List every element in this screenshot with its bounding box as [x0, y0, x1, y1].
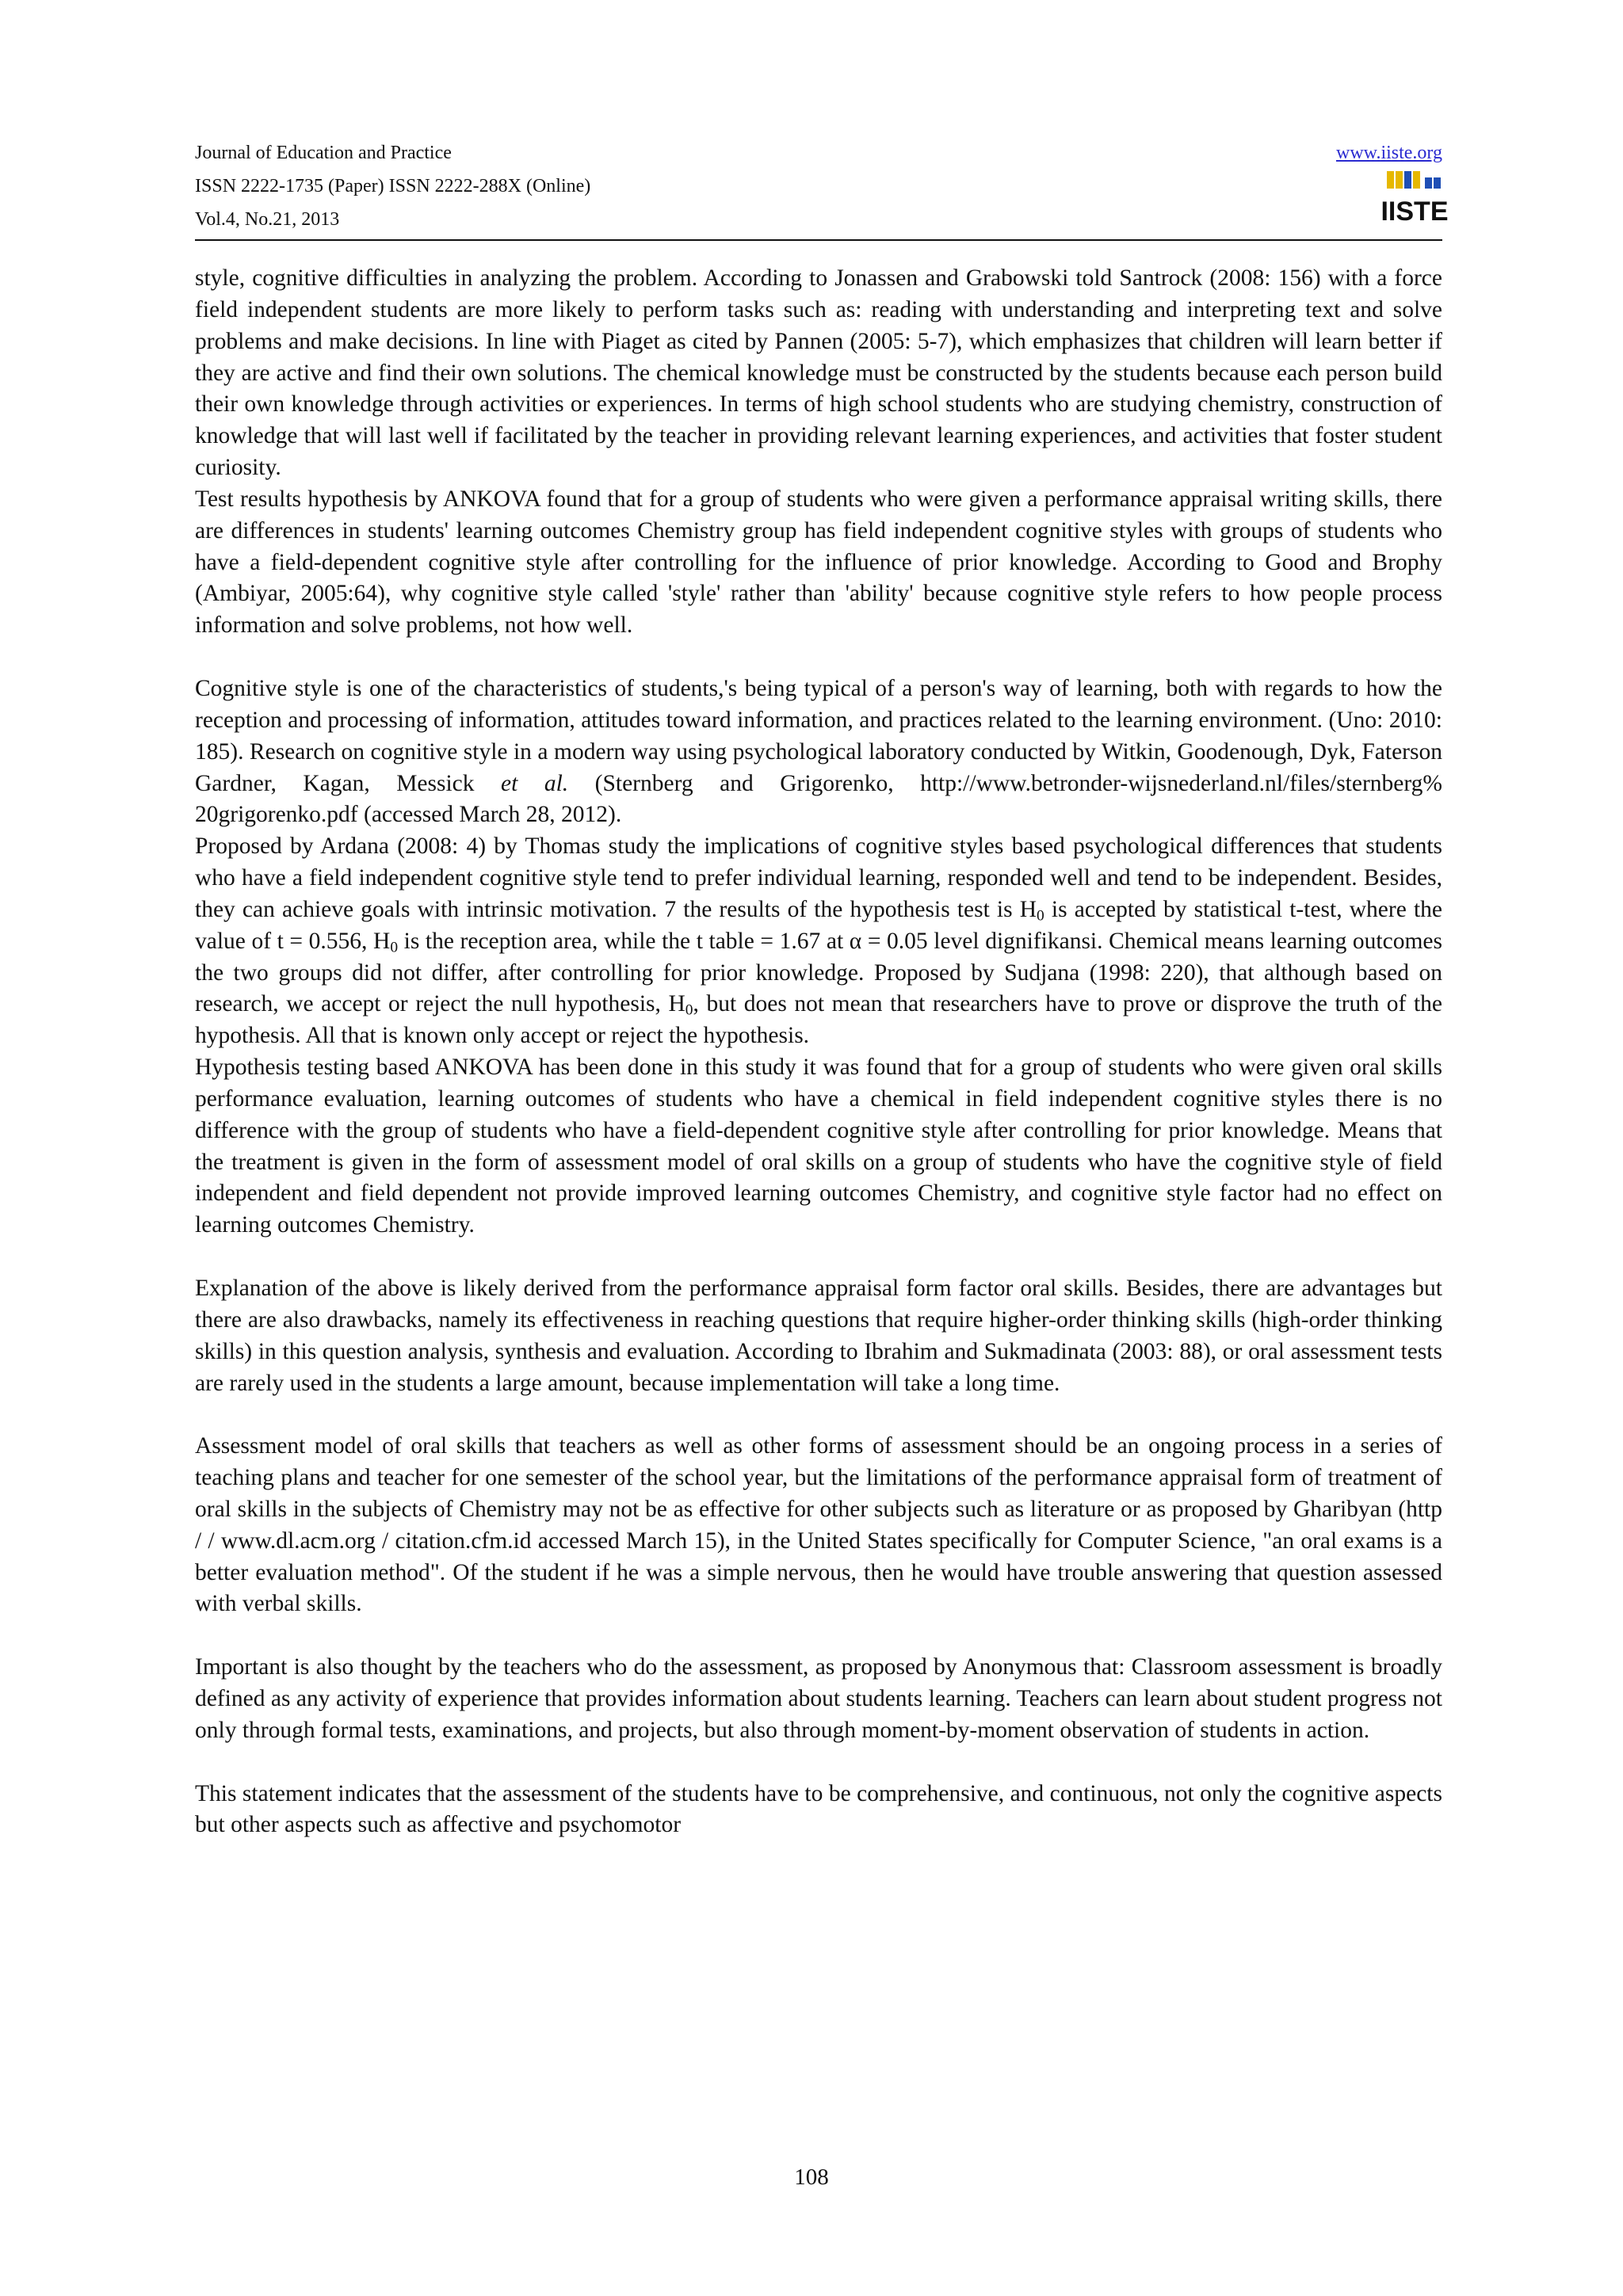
et-al-italic: et al. — [501, 770, 569, 796]
paragraph-7: Assessment model of oral skills that teachers as well as other forms of assessment should be an ongoing process in a series of teaching plans and teacher for one semester of the school year, but the limitations of the performance appraisal form of treatment of oral skills in the subjects of Chemistry may not be as effective for other subjects such as literature or as proposed by Gharibyan (http / / www.dl.acm.org / citation.cfm.id accessed March 15), in the United States specifically for Computer Science, "an oral exams is a better evaluation method". Of the student if he was a simple nervous, then he would have trouble answering that question assessed with verbal skills. — [195, 1433, 1442, 1617]
running-header — [195, 136, 1449, 236]
header-rule — [195, 239, 1442, 241]
svg-text:IISTE: IISTE — [1381, 196, 1449, 227]
issn-line: ISSN 2222-1735 (Paper) ISSN 2222-288X (Online) — [195, 176, 591, 196]
paragraph-5: Hypothesis testing based ANKOVA has been done in this study it was found that for a group of students who were given oral skills performance evaluation, learning outcomes of students who have a chemical in field independent cognitive styles there is no difference with the group of students who have a field-dependent cognitive style after controlling for prior knowledge. Means that the treatment is given in the form of assessment model of oral skills on a group of students who have the cognitive style of field independent and field dependent not provide improved learning outcomes Chemistry, and cognitive style factor had no effect on learning outcomes Chemistry. — [195, 1055, 1442, 1238]
paragraph-1: style, cognitive difficulties in analyzing the problem. According to Jonassen and Grabowski told Santrock (2008: 156) with a force field independent students are more likely to perform tasks such as: reading with understanding and interpreting text and solve problems and make decisions. In line with Piaget as cited by Pannen (2005: 5-7), which emphasizes that children will learn better if they are active and find their own solutions. The chemical knowledge must be constructed by the students because each person build their own knowledge through activities or experiences. In terms of high school students who are studying chemistry, construction of knowledge that will last well if facilitated by the teacher in providing relevant learning experiences, and activities that foster student curiosity. — [195, 265, 1442, 481]
page-number: 108 — [794, 2164, 829, 2190]
volume-line: Vol.4, No.21, 2013 — [195, 209, 340, 230]
paragraph-6: Explanation of the above is likely derived from the performance appraisal form factor oral skills. Besides, there are advantages but there are also drawbacks, namely its effectiveness in reaching questions that require higher-order thinking skills (high-order thinking skills) in this question analysis, synthesis and evaluation. According to Ibrahim and Sukmadinata (2003: 88), or oral assessment tests are rarely used in the students a large amount, because implementation will take a long time. — [195, 1276, 1442, 1396]
iiste-logo-icon — [1381, 171, 1449, 228]
paragraph-4: Proposed by Ardana (2008: 4) by Thomas study the implications of cognitive styles based psychological differences that students who have a field independent cognitive style tend to prefer individual learning, responded well and tend to be independent. Besides, they can achieve goals with intrinsic motivation. 7 the results of the hypothesis test is $H_0$ is accepted by statistical t-test, where the value of t = 0.556, $H_0$ is the reception area, while the t table = 1.67 at α = 0.05 level dignifikansi. Chemical means learning outcomes the two groups did not differ, after controlling for prior knowledge. Proposed by Sudjana (1998: 220), that although based on research, we accept or reject the null hypothesis, $H_0$, but does not mean that researchers have to prove or disprove the truth of the hypothesis. All that is known only accept or reject the hypothesis. — [195, 833, 1442, 1049]
journal-title: Journal of Education and Practice — [195, 143, 452, 163]
article-body — [195, 263, 1442, 1841]
paragraph-8: Important is also thought by the teachers who do the assessment, as proposed by Anonymous that: Classroom assessment is broadly defined as any activity of experience that provides information about students learning. Teachers can learn about student progress not only through formal tests, examinations, and projects, but also through moment-by-moment observation of students in action. — [195, 1654, 1442, 1743]
paragraph-3: Cognitive style is one of the characteristics of students,'s being typical of a person's way of learning, both with regards to how the reception and processing of information, attitudes toward information, and practices related to the learning environment. (Uno: 2010: 185). Research on cognitive style in a modern way using psychological laboratory conducted by Witkin, Goodenough, Dyk, Faterson Gardner, Kagan, Messick et al. (Sternberg and Grigorenko, http://www.betronder-wijsnederland.nl/files/sternberg% 20grigorenko.pdf (accessed March 28, 2012). — [195, 675, 1442, 828]
paragraph-9: This statement indicates that the assessment of the students have to be comprehensive, and continuous, not only the cognitive aspects but other aspects such as affective and psychomotor — [195, 1780, 1442, 1838]
paragraph-2: Test results hypothesis by ANKOVA found that for a group of students who were given a performance appraisal writing skills, there are differences in students' learning outcomes Chemistry group has field independent cognitive styles with groups of students who have a field-dependent cognitive style after controlling for the influence of prior knowledge. According to Good and Brophy (Ambiyar, 2005:64), why cognitive style called 'style' rather than 'ability' because cognitive style refers to how people process information and solve problems, not how well. — [195, 486, 1442, 639]
website-link[interactable]: www.iiste.org — [1336, 143, 1442, 163]
